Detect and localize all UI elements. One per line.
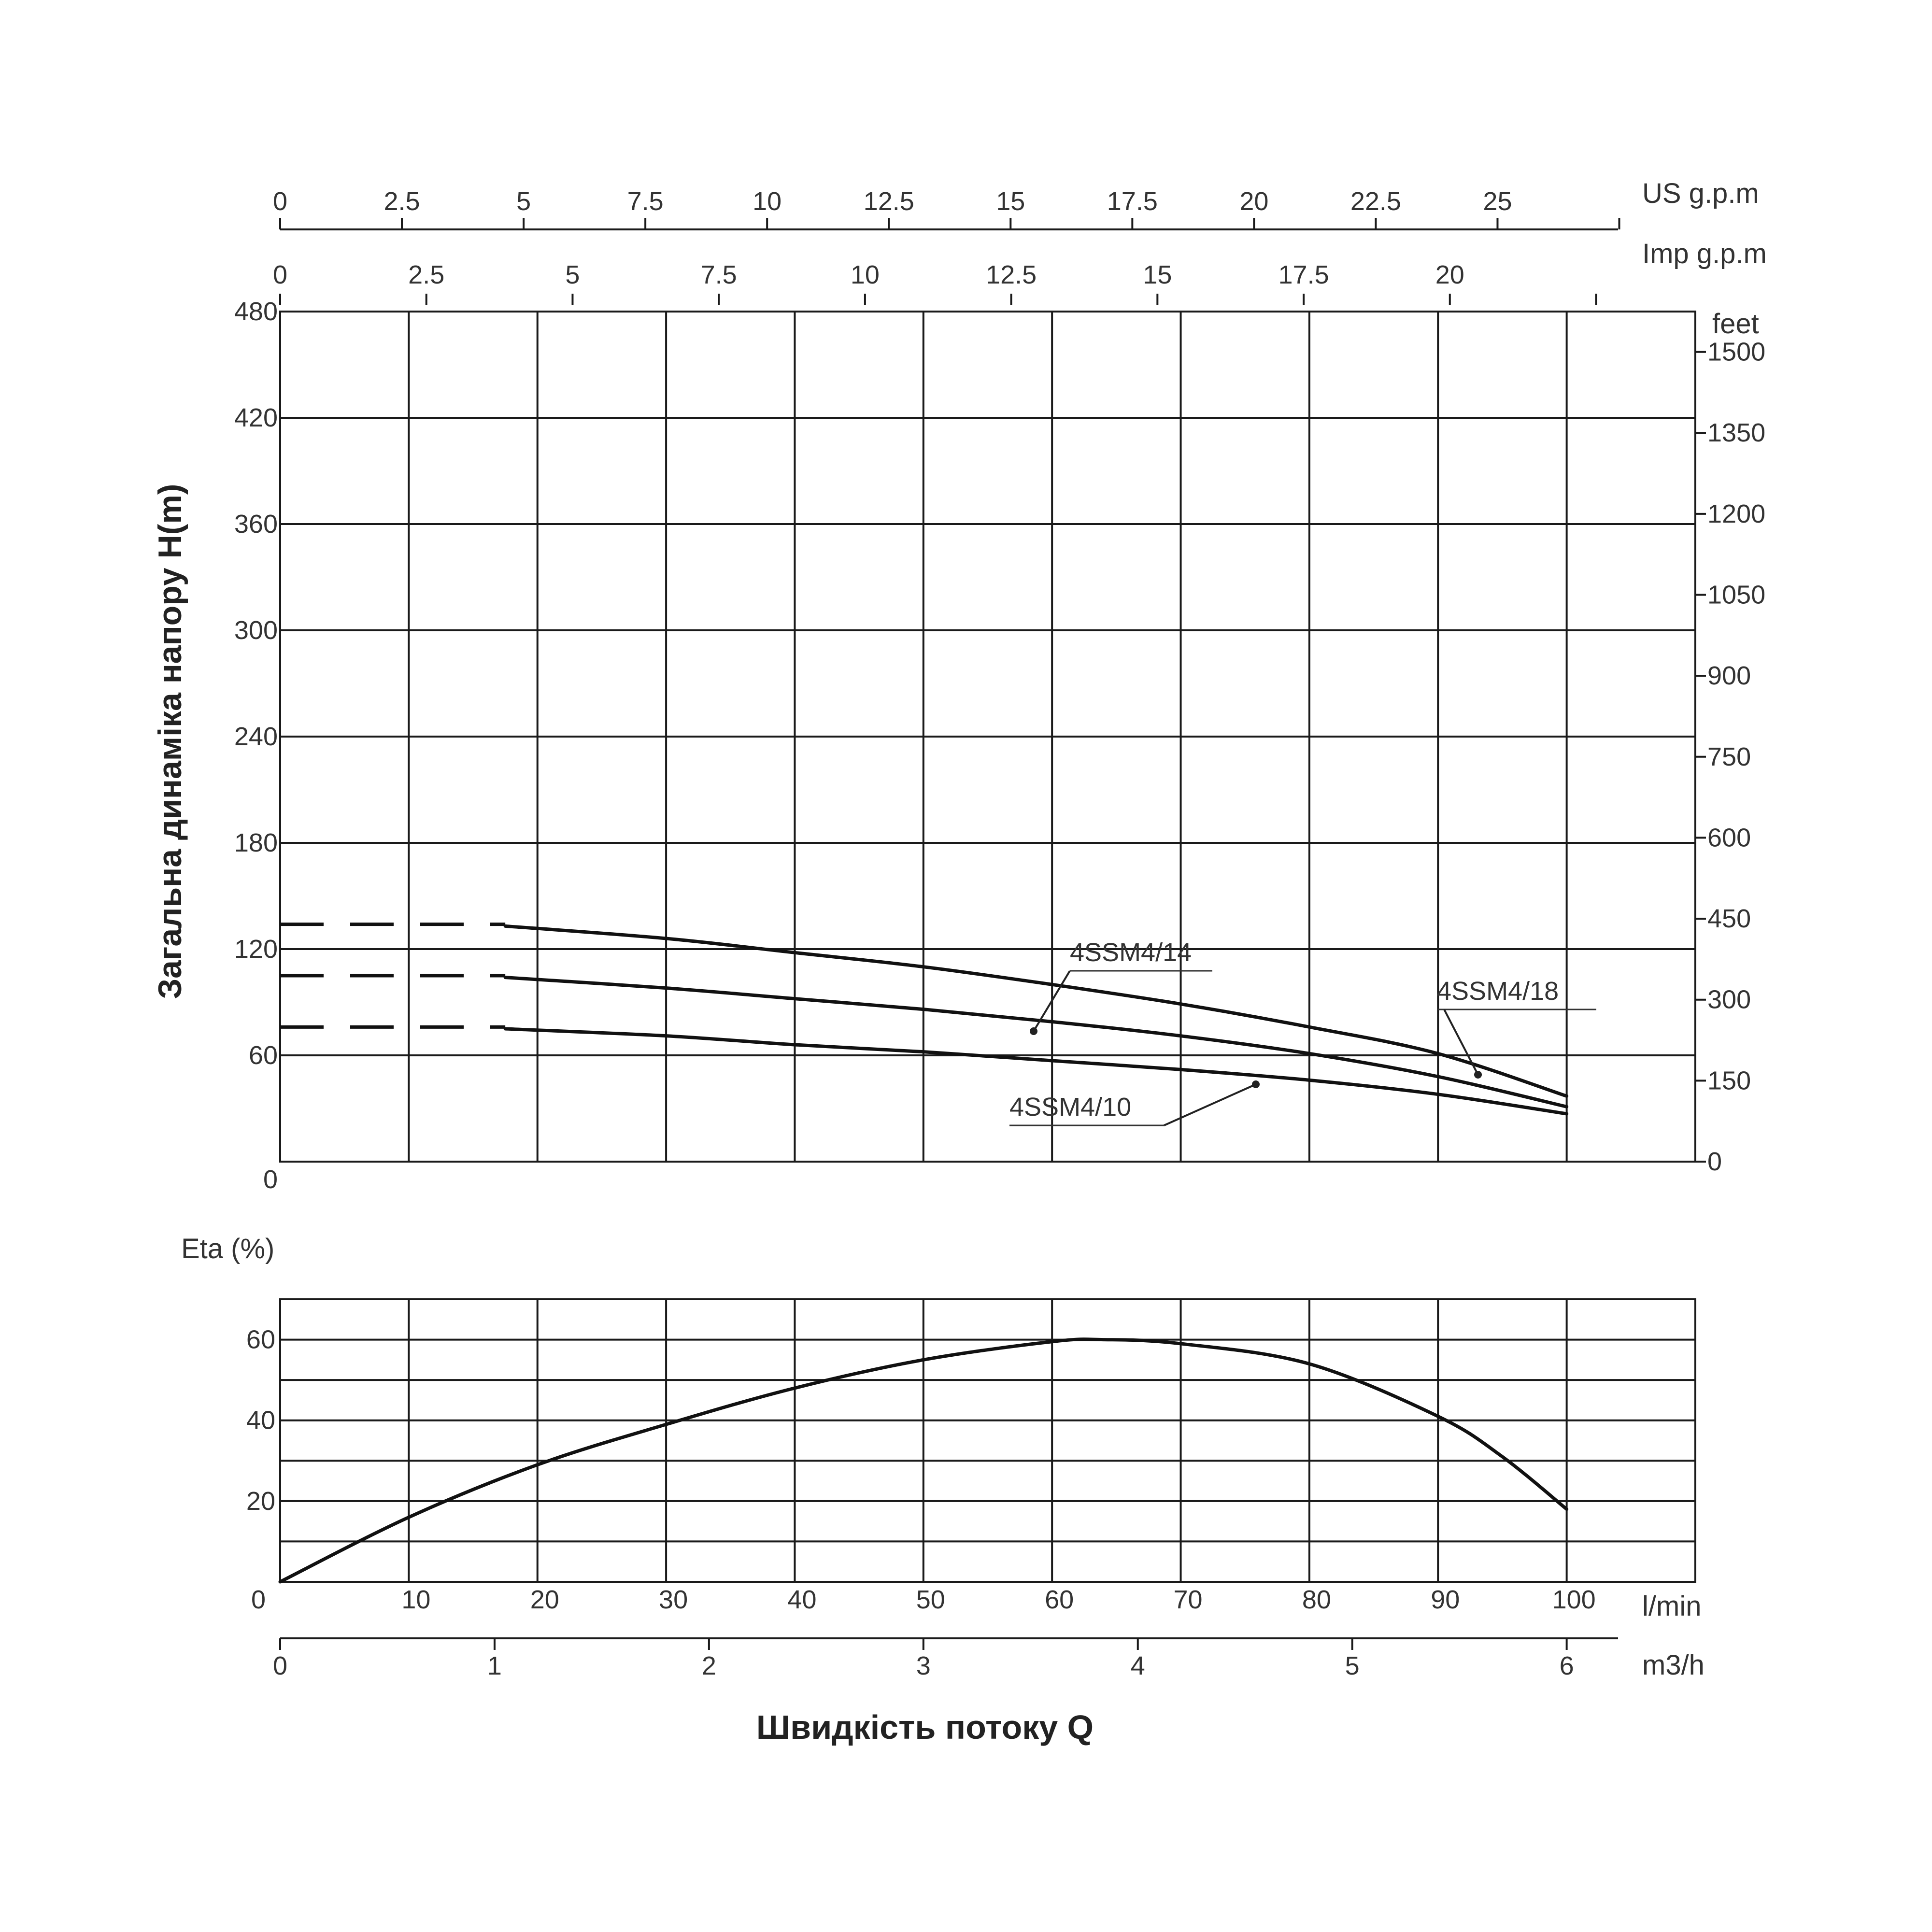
- us-gpm-tick-label: 5: [516, 187, 531, 216]
- feet-tick-label: 0: [1707, 1147, 1722, 1176]
- imp-gpm-unit-label: Imp g.p.m: [1642, 238, 1767, 270]
- head-panel: [152, 178, 1767, 1194]
- feet-tick-label: 300: [1707, 985, 1751, 1014]
- eta-y-ticks: [246, 1325, 275, 1516]
- feet-unit-label: feet: [1712, 308, 1759, 340]
- eta-y-tick-label: 20: [246, 1486, 275, 1516]
- head-y-tick-label: 180: [234, 828, 278, 857]
- series-label: 4SSM4/14: [1070, 938, 1192, 967]
- us-gpm-tick-label: 25: [1483, 187, 1512, 216]
- lpm-tick-label: 100: [1552, 1585, 1596, 1614]
- head-y-tick-label: 60: [248, 1041, 278, 1070]
- series-labels: [1009, 938, 1596, 1125]
- imp-gpm-tick-label: 15: [1143, 260, 1172, 289]
- x-axis-title: Швидкість потоку Q: [756, 1708, 1094, 1746]
- eta-y-tick-label: 40: [246, 1406, 275, 1435]
- lpm-tick-label: 10: [401, 1585, 431, 1614]
- head-curve-4ssm4-14: [505, 978, 1567, 1107]
- efficiency-panel: [181, 1233, 1695, 1582]
- us-gpm-unit-label: US g.p.m: [1642, 178, 1759, 209]
- m3h-unit-label: m3/h: [1642, 1649, 1705, 1681]
- head-y-ticks: [234, 297, 278, 1194]
- head-grid: [280, 312, 1695, 1162]
- feet-tick-label: 150: [1707, 1066, 1751, 1095]
- feet-tick-label: 1350: [1707, 418, 1766, 448]
- bottom-flow-axes: [251, 1585, 1705, 1681]
- us-gpm-tick-label: 22.5: [1350, 187, 1401, 216]
- m3h-tick-label: 4: [1130, 1651, 1145, 1680]
- series-leader-arrowhead: [1252, 1080, 1260, 1088]
- us-gpm-tick-label: 10: [753, 187, 782, 216]
- m3h-tick-label: 0: [272, 1651, 288, 1680]
- feet-tick-label: 1200: [1707, 499, 1766, 528]
- eta-plot-frame: [280, 1299, 1695, 1582]
- lpm-tick-label: 30: [659, 1585, 688, 1614]
- us-gpm-tick-label: 7.5: [627, 187, 664, 216]
- eta-grid: [280, 1299, 1695, 1582]
- head-curves: [505, 926, 1567, 1114]
- series-leader-arrowhead: [1474, 1071, 1482, 1079]
- lpm-tick-label: 80: [1302, 1585, 1331, 1614]
- m3h-tick-label: 1: [487, 1651, 502, 1680]
- head-y-tick-label: 0: [263, 1165, 278, 1194]
- eta-axis-title: Eta (%): [181, 1233, 275, 1264]
- imp-gpm-tick-label: 10: [850, 260, 880, 289]
- imp-gpm-tick-label: 17.5: [1278, 260, 1329, 289]
- imp-gpm-tick-label: 7.5: [700, 260, 737, 289]
- feet-tick-label: 1500: [1707, 337, 1766, 367]
- imp-gpm-tick-label: 0: [272, 260, 288, 289]
- series-label: 4SSM4/10: [1009, 1093, 1132, 1122]
- us-gpm-tick-label: 17.5: [1107, 187, 1158, 216]
- us-gpm-tick-label: 15: [996, 187, 1025, 216]
- series-leader-line: [1164, 1084, 1256, 1125]
- head-y-axis-title: Загальна динаміка напору H(m): [152, 483, 188, 999]
- head-y-tick-label: 420: [234, 403, 278, 432]
- feet-tick-label: 450: [1707, 904, 1751, 934]
- imp-gpm-tick-label: 5: [565, 260, 580, 289]
- m3h-tick-label: 2: [701, 1651, 716, 1680]
- feet-axis: [1695, 308, 1765, 1176]
- lpm-tick-label: 50: [916, 1585, 945, 1614]
- head-y-tick-label: 120: [234, 935, 278, 964]
- eta-y-tick-label: 60: [246, 1325, 275, 1354]
- m3h-tick-label: 6: [1559, 1651, 1574, 1680]
- feet-tick-label: 900: [1707, 661, 1751, 691]
- head-y-tick-label: 300: [234, 616, 278, 645]
- top-flow-axes: [273, 178, 1767, 305]
- feet-tick-label: 600: [1707, 823, 1751, 852]
- imp-gpm-tick-label: 12.5: [986, 260, 1037, 289]
- lpm-tick-label: 60: [1045, 1585, 1074, 1614]
- series-label: 4SSM4/18: [1437, 977, 1559, 1006]
- head-y-tick-label: 240: [234, 722, 278, 751]
- series-leader-arrowhead: [1030, 1027, 1037, 1035]
- m3h-tick-label: 3: [916, 1651, 931, 1680]
- lpm-tick-label: 40: [787, 1585, 817, 1614]
- us-gpm-tick-label: 2.5: [384, 187, 420, 216]
- us-gpm-tick-label: 20: [1239, 187, 1269, 216]
- head-y-tick-label: 360: [234, 510, 278, 539]
- imp-gpm-tick-label: 2.5: [408, 260, 445, 289]
- imp-gpm-tick-label: 20: [1435, 260, 1464, 289]
- lpm-tick-label: 0: [251, 1585, 266, 1614]
- lpm-tick-label: 20: [530, 1585, 559, 1614]
- us-gpm-tick-label: 0: [272, 187, 288, 216]
- m3h-tick-label: 5: [1345, 1651, 1360, 1680]
- feet-tick-label: 1050: [1707, 580, 1766, 610]
- lpm-tick-label: 90: [1431, 1585, 1460, 1614]
- feet-tick-label: 750: [1707, 742, 1751, 771]
- us-gpm-tick-label: 12.5: [863, 187, 914, 216]
- lpm-unit-label: l/min: [1642, 1591, 1702, 1622]
- lpm-tick-label: 70: [1173, 1585, 1203, 1614]
- series-leader-line: [1444, 1009, 1478, 1075]
- head-y-tick-label: 480: [234, 297, 278, 326]
- head-dashed-segments: [280, 924, 505, 1027]
